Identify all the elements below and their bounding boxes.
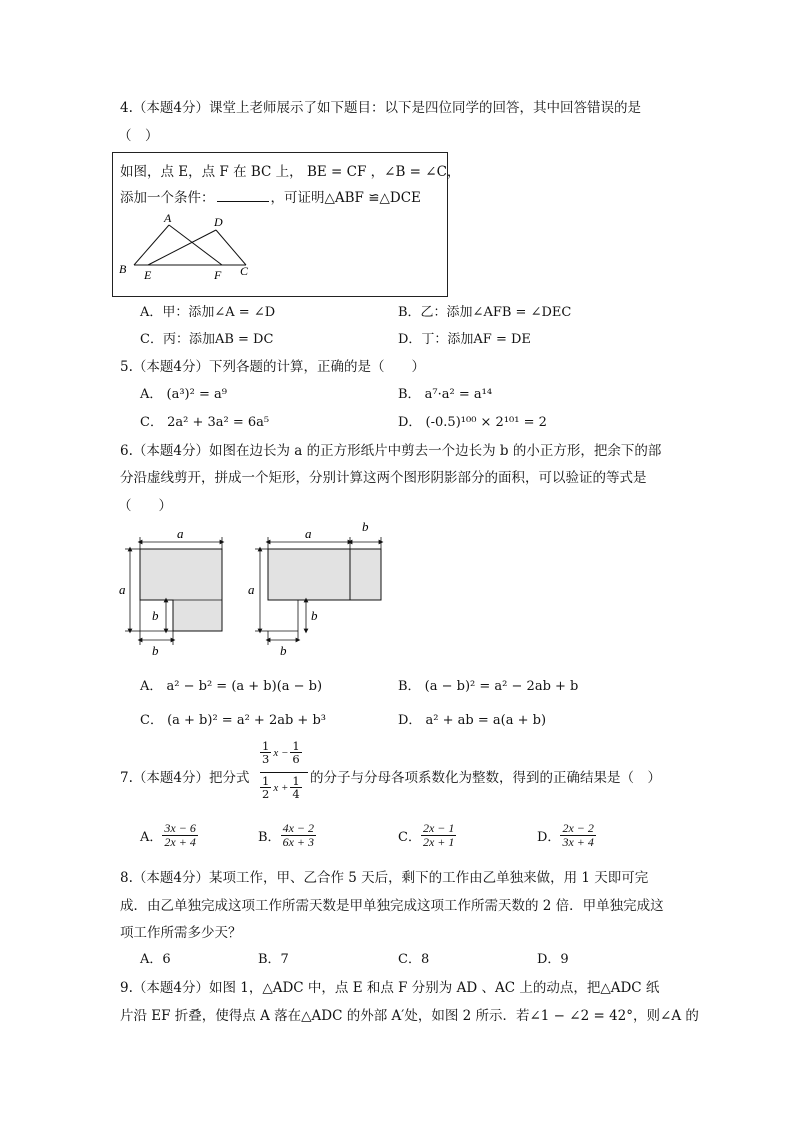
svg-text:a: a <box>177 526 184 541</box>
q6-option-b[interactable]: B． (a − b)² = a² − 2ab + b <box>398 679 579 694</box>
q5-stem: 5.（本题4分）下列各题的计算，正确的是（ ） <box>120 359 425 375</box>
label-A: A <box>164 211 172 225</box>
q8-line1: 8.（本题4分）某项工作，甲、乙合作 5 天后，剩下的工作由乙单独来做，用 1 天即可完 <box>120 870 649 886</box>
q4-paren: （ ） <box>118 128 159 144</box>
q7-stem-a: 7.（本题4分）把分式 <box>120 770 250 786</box>
q7-stem-b: 的分子与分母各项系数化为整数，得到的正确结果是（ ） <box>310 770 661 786</box>
svg-text:a: a <box>248 582 255 597</box>
q6-paren: （ ） <box>118 498 172 514</box>
rectangle-figure <box>248 519 381 658</box>
svg-text:b: b <box>280 643 287 658</box>
q6-option-a[interactable]: A． a² − b² = (a + b)(a − b) <box>140 679 323 694</box>
q6-line2: 分沿虚线剪开，拼成一个矩形，分别计算这两个图形阴影部分的面积，可以验证的等式是 <box>120 470 647 486</box>
svg-text:a: a <box>305 526 312 541</box>
q9-line1: 9.（本题4分）如图 1，△ADC 中，点 E 和点 F 分别为 AD 、AC 上的动点，把△ADC 纸 <box>120 980 660 996</box>
q8-option-a[interactable]: A．6 <box>140 952 171 967</box>
q7-option-d[interactable]: D． $\frac{2x - 2}{3x + 4}$ <box>537 821 594 849</box>
svg-text:b: b <box>311 608 318 623</box>
q7-complex-fraction: $\frac{1}{3}$ x − $\frac{1}{6}$ $\frac{1}{2}$ x + $\frac{1}{4}$ <box>260 740 310 806</box>
q8-line2: 成．由乙单独完成这项工作所需天数是甲单独完成这项工作所需天数的 2 倍．甲单独完成这 <box>120 898 664 914</box>
q4-box-line2-a: 添加一个条件： <box>120 190 215 206</box>
q6-figures <box>112 515 402 665</box>
svg-text:b: b <box>152 643 159 658</box>
label-E: E <box>144 268 152 282</box>
label-D: D <box>214 215 223 229</box>
svg-text:b: b <box>152 608 159 623</box>
q8-option-b[interactable]: B．7 <box>258 952 289 967</box>
q4-triangle-figure <box>112 205 262 290</box>
q4-option-b[interactable]: B．乙：添加∠AFB = ∠DEC <box>398 305 572 320</box>
label-F: F <box>214 268 222 282</box>
q4-box-line1: 如图，点 E，点 F 在 BC 上， BE = CF ，∠B = ∠C， <box>120 164 461 180</box>
q5-option-a[interactable]: A． (a³)² = a⁹ <box>140 387 227 402</box>
q7-option-a[interactable]: A． $\frac{3x - 6}{2x + 4}$ <box>140 821 196 849</box>
q4-option-c[interactable]: C．丙：添加AB = DC <box>140 332 274 347</box>
q4-option-d[interactable]: D．丁：添加AF = DE <box>398 332 531 347</box>
q5-option-b[interactable]: B． a⁷·a² = a¹⁴ <box>398 387 493 402</box>
square-figure <box>119 526 222 658</box>
q6-line1: 6.（本题4分）如图在边长为 a 的正方形纸片中剪去一个边长为 b 的小正方形，把余下的部 <box>120 443 662 459</box>
label-C: C <box>240 264 249 278</box>
svg-text:a: a <box>119 582 126 597</box>
q4-stem: 4.（本题4分）课堂上老师展示了如下题目：以下是四位同学的回答，其中回答错误的是 <box>120 100 641 116</box>
q4-box-line2-b: ，可证明△ABF ≌△DCE <box>270 190 421 206</box>
q4-box-line2 <box>120 186 421 206</box>
q6-option-c[interactable]: C． (a + b)² = a² + 2ab + b³ <box>140 713 326 728</box>
q5-option-d[interactable]: D． (-0.5)¹⁰⁰ × 2¹⁰¹ = 2 <box>398 415 547 430</box>
q6-option-d[interactable]: D． a² + ab = a(a + b) <box>398 713 547 728</box>
q4-blank <box>217 201 269 202</box>
q8-option-d[interactable]: D．9 <box>537 952 569 967</box>
q8-option-c[interactable]: C．8 <box>398 952 430 967</box>
q7-option-b[interactable]: B． $\frac{4x - 2}{6x + 3}$ <box>258 821 314 849</box>
q5-option-c[interactable]: C． 2a² + 3a² = 6a⁵ <box>140 415 270 430</box>
q9-line2: 片沿 EF 折叠，使得点 A 落在△ADC 的外部 A′处，如图 2 所示．若∠1 − ∠2 = 42°，则∠A 的 <box>120 1008 699 1024</box>
svg-text:b: b <box>362 519 369 534</box>
q4-option-a[interactable]: A．甲：添加∠A = ∠D <box>140 305 276 320</box>
label-B: B <box>119 262 127 276</box>
q8-line3: 项工作所需多少天？ <box>120 925 242 941</box>
q7-option-c[interactable]: C． $\frac{2x - 1}{2x + 1}$ <box>398 821 455 849</box>
